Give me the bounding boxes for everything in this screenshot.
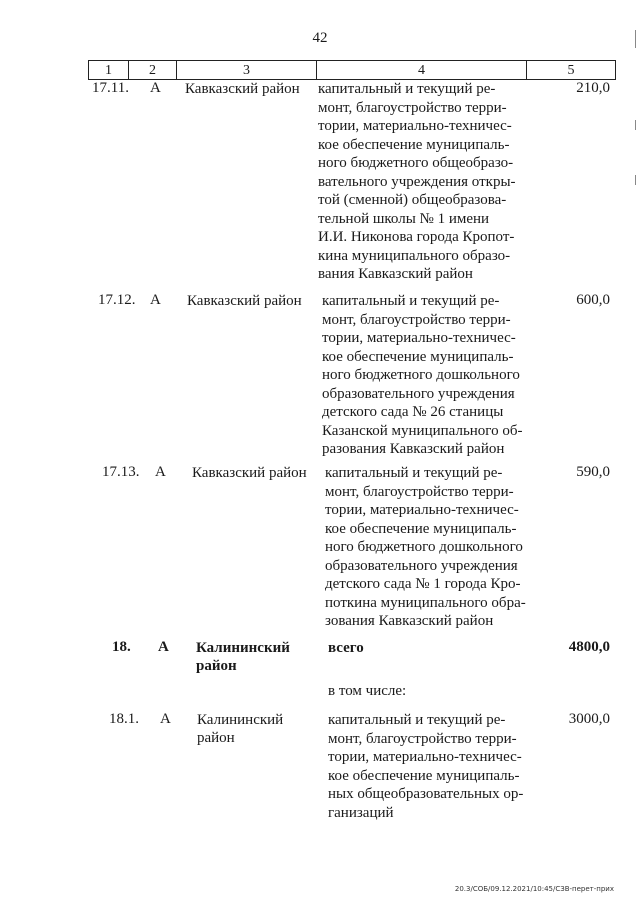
row-description: в том числе:: [328, 683, 407, 699]
row-number: 17.11.: [92, 80, 129, 96]
row-area: Калининский район: [196, 640, 290, 674]
row-value: 590,0: [576, 464, 610, 480]
row-description: всего: [328, 640, 364, 656]
document-footer: 20.3/СОБ/09.12.2021/10:45/СЗВ-перет-прих: [454, 885, 614, 893]
row-description: капитальный и текущий ре- монт, благоустройство терри- тории, материально-техничес- кое обеспечение муниципаль- ного бюджетного общеобразо- вательного учреждения откры- той (сменной) общеобразова- тельной школы № 1 имени И.И. Никонова города Кропот- кина муниципального образо- вания Кавказский район: [318, 81, 516, 282]
page-number: 42: [312, 30, 328, 46]
row-code: А: [158, 639, 169, 655]
scan-edge-mark: [635, 30, 636, 48]
row-number: 18.: [112, 639, 131, 655]
row-value: 4800,0: [568, 639, 610, 655]
header-col-1: 1: [88, 60, 128, 79]
scan-edge-mark: [635, 120, 636, 130]
row-value: 600,0: [576, 292, 610, 308]
row-number: 18.1.: [109, 711, 139, 727]
row-area: Кавказский район: [185, 81, 300, 97]
row-area: Кавказский район: [192, 465, 307, 481]
table-header: [88, 60, 616, 80]
row-code: А: [160, 711, 171, 727]
row-value: 210,0: [576, 80, 610, 96]
row-code: А: [150, 80, 161, 96]
row-number: 17.12.: [98, 292, 136, 308]
row-value: 3000,0: [568, 711, 610, 727]
row-number: 17.13.: [102, 464, 140, 480]
header-col-2: 2: [128, 60, 176, 79]
header-col-5: 5: [526, 60, 616, 79]
row-area: Калининский район: [197, 712, 284, 746]
row-description: капитальный и текущий ре- монт, благоустройство терри- тории, материально-техничес- кое обеспечение муниципаль- ного бюджетного дошкольного образовательного учреждения детского сада № 26 станицы Казанской муниципального об- разования Кавказский район: [322, 293, 523, 457]
row-description: капитальный и текущий ре- монт, благоустройство терри- тории, материально-техничес- кое обеспечение муниципаль- ного бюджетного дошкольного образовательного учреждения детского сада № 1 города Кро- поткина муниципального обра- зования Кавказский район: [325, 465, 526, 629]
row-code: А: [155, 464, 166, 480]
header-col-3: 3: [176, 60, 316, 79]
row-area: Кавказский район: [187, 293, 302, 309]
row-code: А: [150, 292, 161, 308]
row-description: капитальный и текущий ре- монт, благоустройство терри- тории, материально-техничес- кое обеспечение муниципаль- ных общеобразовательных ор- ганизаций: [328, 712, 524, 821]
scan-edge-mark: [635, 175, 636, 185]
header-col-4: 4: [316, 60, 526, 79]
